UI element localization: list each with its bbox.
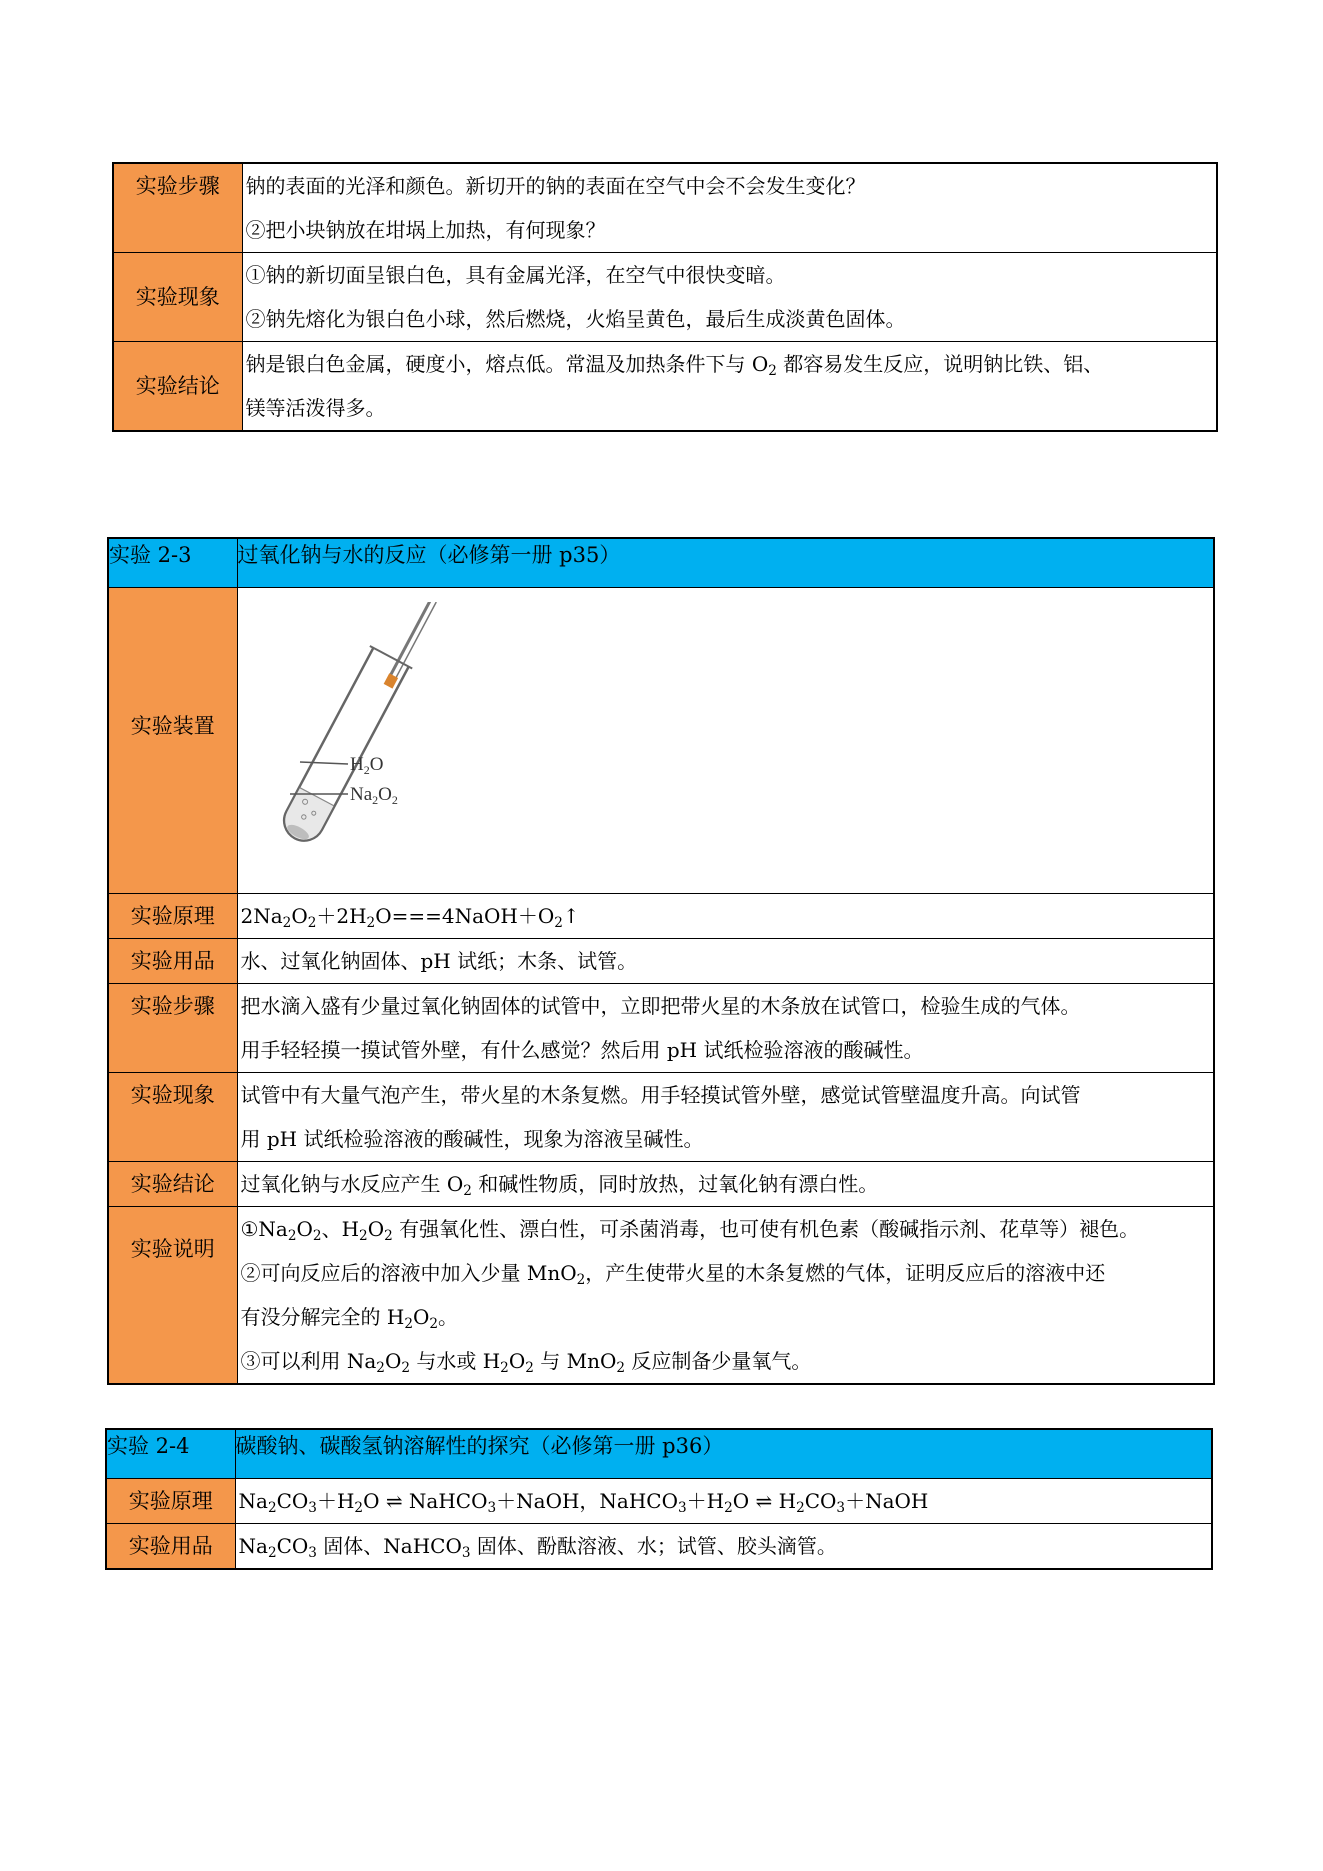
table-row xyxy=(108,939,1214,984)
experiment-id: 实验 2-4 xyxy=(106,1429,235,1479)
row-label: 实验结论 xyxy=(113,342,242,432)
row-content xyxy=(242,163,1217,253)
table-row xyxy=(113,342,1217,432)
row-content xyxy=(242,342,1217,432)
table-row xyxy=(108,1073,1214,1162)
content-line: ①钠的新切面呈银白色，具有金属光泽，在空气中很快变暗。 xyxy=(245,263,786,287)
table-row xyxy=(108,894,1214,939)
table-header-row xyxy=(108,538,1214,588)
experiment-table-2-3 xyxy=(107,537,1215,1385)
table-row xyxy=(108,588,1214,894)
table-row xyxy=(108,1207,1214,1385)
row-label: 实验步骤 xyxy=(108,984,237,1073)
row-content: 试管中有大量气泡产生，带火星的木条复燃。用手轻摸试管外壁，感觉试管壁温度升高。向试管 用 pH 试纸检验溶液的酸碱性，现象为溶液呈碱性。 xyxy=(237,1073,1214,1162)
row-label: 实验原理 xyxy=(106,1479,235,1524)
principle-equation: $Na_2CO_3+H_2O$ ⇌ NaHCO$_3$＋NaOH，$NaHCO_3+H_2O$ ⇌ $H_2CO_3+NaOH$ xyxy=(235,1479,1212,1524)
content-line: ②把小块钠放在坩埚上加热，有何现象？ xyxy=(245,218,606,242)
row-content: 过氧化钠与水反应产生 $O_2$ 和碱性物质，同时放热，过氧化钠有漂白性。 xyxy=(237,1162,1214,1207)
row-label: 实验说明 xyxy=(108,1207,237,1385)
table-row xyxy=(113,253,1217,342)
row-content: $Na_2CO_3$ 固体、NaHCO$_3$ 固体、酚酞溶液、水；试管、胶头滴管。 xyxy=(235,1524,1212,1570)
row-content: $①Na_2O_2$、$H_2O_2$ 有强氧化性、漂白性，可杀菌消毒，也可使有机色素（酸碱指示剂、花草等）褪色。 ②可向反应后的溶液中加入少量 MnO$_2$，产生使带火星的木条复燃的气体，证明反应后的溶液中还 有没分解完全的 $H_2O_2$。 ③可以利用 $Na_2O_2$ 与水或 $H_2O_2$ 与 MnO$_2$ 反应制备少量氧气。 xyxy=(237,1207,1214,1385)
row-label: 实验原理 xyxy=(108,894,237,939)
row-label: 实验装置 xyxy=(108,588,237,894)
table-row xyxy=(106,1479,1212,1524)
row-content xyxy=(242,253,1217,342)
content-line: ②钠先熔化为银白色小球，然后燃烧，火焰呈黄色，最后生成淡黄色固体。 xyxy=(245,307,906,331)
experiment-table-2-4 xyxy=(105,1428,1213,1570)
row-content: 把水滴入盛有少量过氧化钠固体的试管中，立即把带火星的木条放在试管口，检验生成的气体。 用手轻轻摸一摸试管外壁，有什么感觉？然后用 pH 试纸检验溶液的酸碱性。 xyxy=(237,984,1214,1073)
content-line: 钠的表面的光泽和颜色。新切开的钠的表面在空气中会不会发生变化？ xyxy=(245,174,866,198)
table-row xyxy=(108,1162,1214,1207)
experiment-id: 实验 2-3 xyxy=(108,538,237,588)
table-row xyxy=(113,163,1217,253)
table-row xyxy=(106,1524,1212,1570)
content-line: 钠是银白色金属，硬度小，熔点低。常温及加热条件下与 $O_2$ 都容易发生反应，说明钠比铁、铝、 xyxy=(245,352,1104,380)
experiment-title: 碳酸钠、碳酸氢钠溶解性的探究（必修第一册 p36） xyxy=(235,1429,1212,1479)
table-row xyxy=(108,984,1214,1073)
apparatus-cell xyxy=(237,588,1214,894)
table-header-row xyxy=(106,1429,1212,1479)
row-label: 实验步骤 xyxy=(113,163,242,253)
row-label: 实验用品 xyxy=(108,939,237,984)
test-tube-figure xyxy=(260,602,500,892)
experiment-table-1 xyxy=(112,162,1218,432)
h2o-label: $H_2O$ xyxy=(349,754,383,777)
row-label: 实验结论 xyxy=(108,1162,237,1207)
na2o2-label: $Na_2O_2$ xyxy=(349,784,398,807)
row-content: 水、过氧化钠固体、pH 试纸；木条、试管。 xyxy=(237,939,1214,984)
row-label: 实验用品 xyxy=(106,1524,235,1570)
row-label: 实验现象 xyxy=(113,253,242,342)
content-line: 镁等活泼得多。 xyxy=(245,396,386,420)
row-label: 实验现象 xyxy=(108,1073,237,1162)
principle-equation: $2Na_2O_2+2H_2O===4NaOH+O_2↑$ xyxy=(237,894,1214,939)
experiment-title: 过氧化钠与水的反应（必修第一册 p35） xyxy=(237,538,1214,588)
